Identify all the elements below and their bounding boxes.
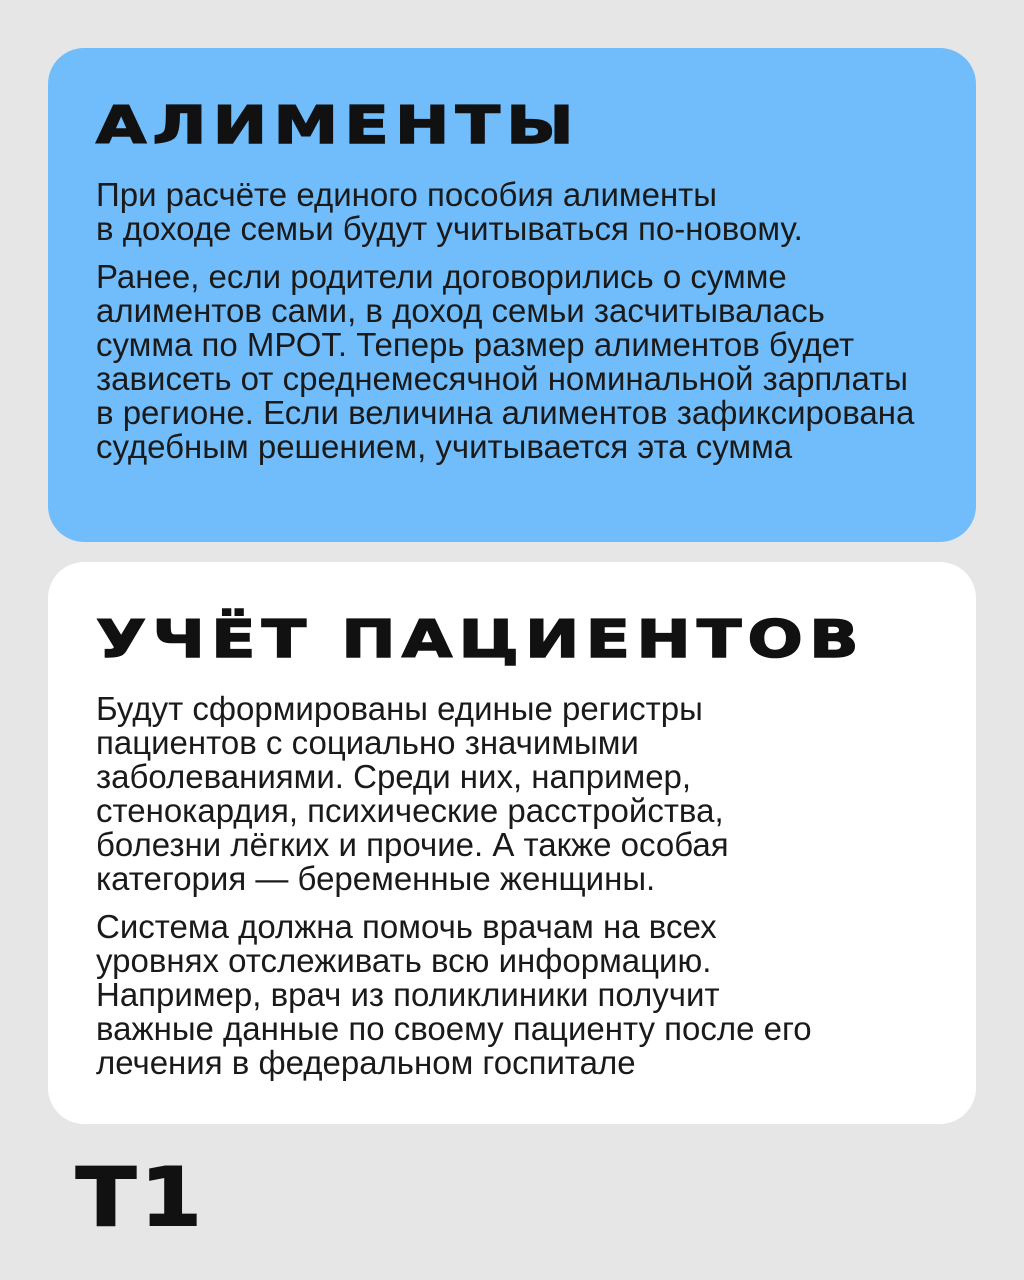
patients-title: УЧЁТ ПАЦИЕНТОВ [96, 610, 865, 670]
alimony-paragraph-2: Ранее, если родители договорились о сумме алиментов сами, в доход семьи засчитывалась сумма по МРОТ. Теперь размер алиментов будет зависеть от среднемесячной номинальной зарплаты в регионе. Если величина алиментов зафиксирована судебным решением, учитывается эта сумма [96, 258, 915, 465]
alimony-paragraph-1: При расчёте единого пособия алименты в доходе семьи будут учитываться по-новому. [96, 176, 803, 247]
patients-paragraph-2: Система должна помочь врачам на всех уровнях отслеживать всю информацию. Например, врач из поликлиники получит важные данные по своему пациенту после его лечения в федеральном госпитале [96, 908, 812, 1081]
patients-paragraph-1: Будут сформированы единые регистры пациентов с социально значимыми заболеваниями. Среди них, например, стенокардия, психические расстройства, болезни лёгких и прочие. А также особая категория — беременные женщины. [96, 690, 729, 897]
patients-body [96, 692, 928, 1080]
alimony-body [96, 178, 928, 464]
alimony-title: АЛИМЕНТЫ [96, 96, 580, 156]
alimony-card [48, 48, 976, 542]
patients-card [48, 562, 976, 1124]
t1-logo: T1 [76, 1151, 207, 1244]
